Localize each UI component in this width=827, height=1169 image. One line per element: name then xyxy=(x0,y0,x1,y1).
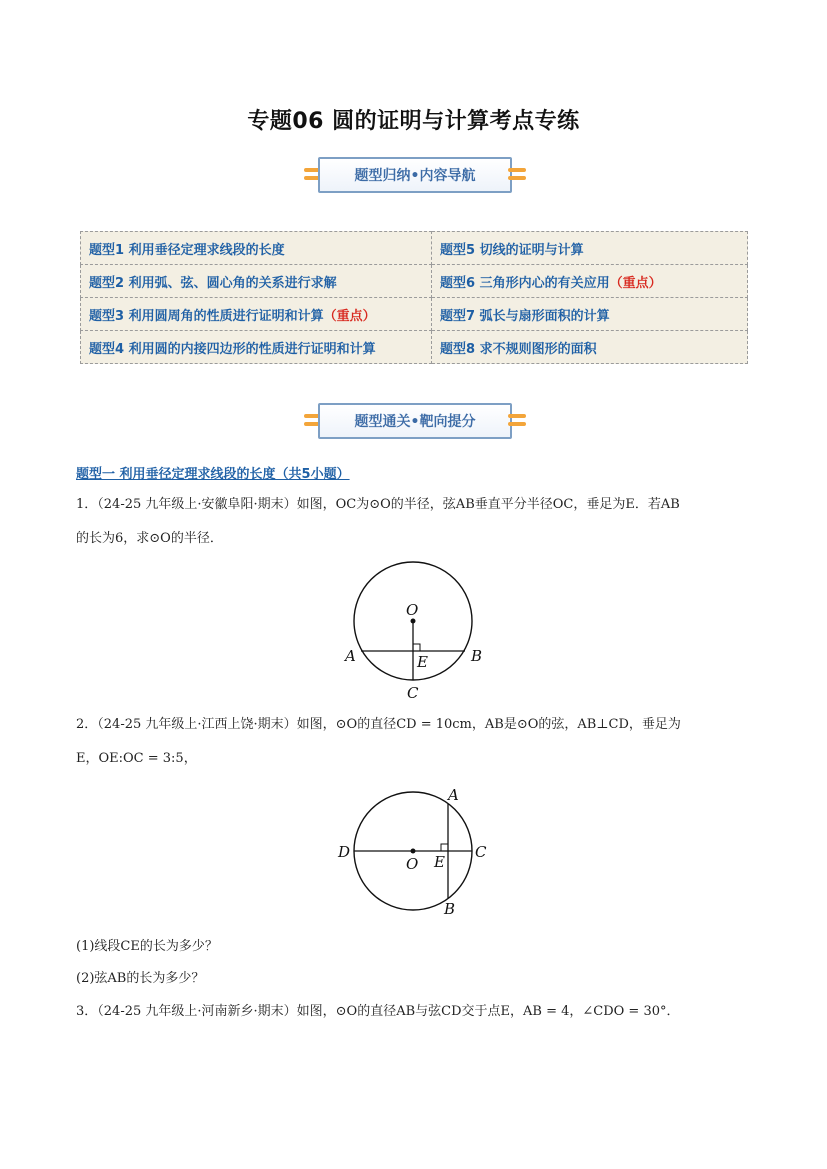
label-b: B xyxy=(444,900,456,918)
practice-banner xyxy=(304,403,526,439)
label-a: A xyxy=(448,786,459,804)
label-d: D xyxy=(338,843,351,861)
question-1-text-cont: 的长为6，求⊙O的半径． xyxy=(76,531,223,546)
table-row xyxy=(81,232,748,265)
label-c: C xyxy=(475,843,487,861)
question-2-sub-2: (2)弦AB的长为多少？ xyxy=(76,971,205,986)
question-2-sub-1: (1)线段CE的长为多少？ xyxy=(76,939,218,954)
question-2-text-cont: E，OE:OC = 3:5， xyxy=(76,751,197,766)
nav-banner xyxy=(304,157,526,193)
nav-item[interactable]: 题型6 三角形内心的有关应用（重点） xyxy=(432,265,748,298)
question-3-text: 3．（24-25 九年级上·河南新乡·期末）如图，⊙O的直径AB与弦CD交于点E，AB = 4，∠CDO = 30°． xyxy=(76,1004,680,1019)
label-o: O xyxy=(406,855,419,873)
banner-label: 题型归纳•内容导航 xyxy=(354,168,476,184)
label-c: C xyxy=(407,684,419,702)
center-point xyxy=(411,619,416,624)
nav-item[interactable]: 题型7 弧长与扇形面积的计算 xyxy=(432,298,748,331)
nav-item[interactable]: 题型5 切线的证明与计算 xyxy=(432,232,748,265)
right-angle-mark xyxy=(441,844,448,851)
table-row xyxy=(81,298,748,331)
question-1-text: 1．（24-25 九年级上·安徽阜阳·期末）如图，OC为⊙O的半径，弦AB垂直平分半径OC，垂足为E．若AB xyxy=(76,497,680,512)
label-b: B xyxy=(471,647,483,665)
page-title: 专题06 圆的证明与计算考点专练 xyxy=(247,109,580,134)
question-1-figure xyxy=(340,560,490,705)
nav-item[interactable]: 题型1 利用垂径定理求线段的长度 xyxy=(81,232,432,265)
center-point xyxy=(411,849,416,854)
label-o: O xyxy=(406,601,419,619)
right-angle-mark xyxy=(413,644,420,651)
topic-navigation-table xyxy=(80,231,748,364)
question-2-figure xyxy=(330,780,500,920)
table-row xyxy=(81,331,748,364)
nav-item[interactable]: 题型3 利用圆周角的性质进行证明和计算（重点） xyxy=(81,298,432,331)
section-heading: 题型一 利用垂径定理求线段的长度（共5小题） xyxy=(76,467,350,482)
label-a: A xyxy=(345,647,356,665)
banner-label: 题型通关•靶向提分 xyxy=(354,414,476,430)
label-e: E xyxy=(434,853,445,871)
label-e: E xyxy=(417,653,428,671)
nav-item[interactable]: 题型2 利用弧、弦、圆心角的关系进行求解 xyxy=(81,265,432,298)
table-row xyxy=(81,265,748,298)
nav-item[interactable]: 题型8 求不规则图形的面积 xyxy=(432,331,748,364)
question-2-text: 2．（24-25 九年级上·江西上饶·期末）如图，⊙O的直径CD = 10cm，AB是⊙O的弦，AB⊥CD，垂足为 xyxy=(76,717,681,732)
nav-item[interactable]: 题型4 利用圆的内接四边形的性质进行证明和计算 xyxy=(81,331,432,364)
